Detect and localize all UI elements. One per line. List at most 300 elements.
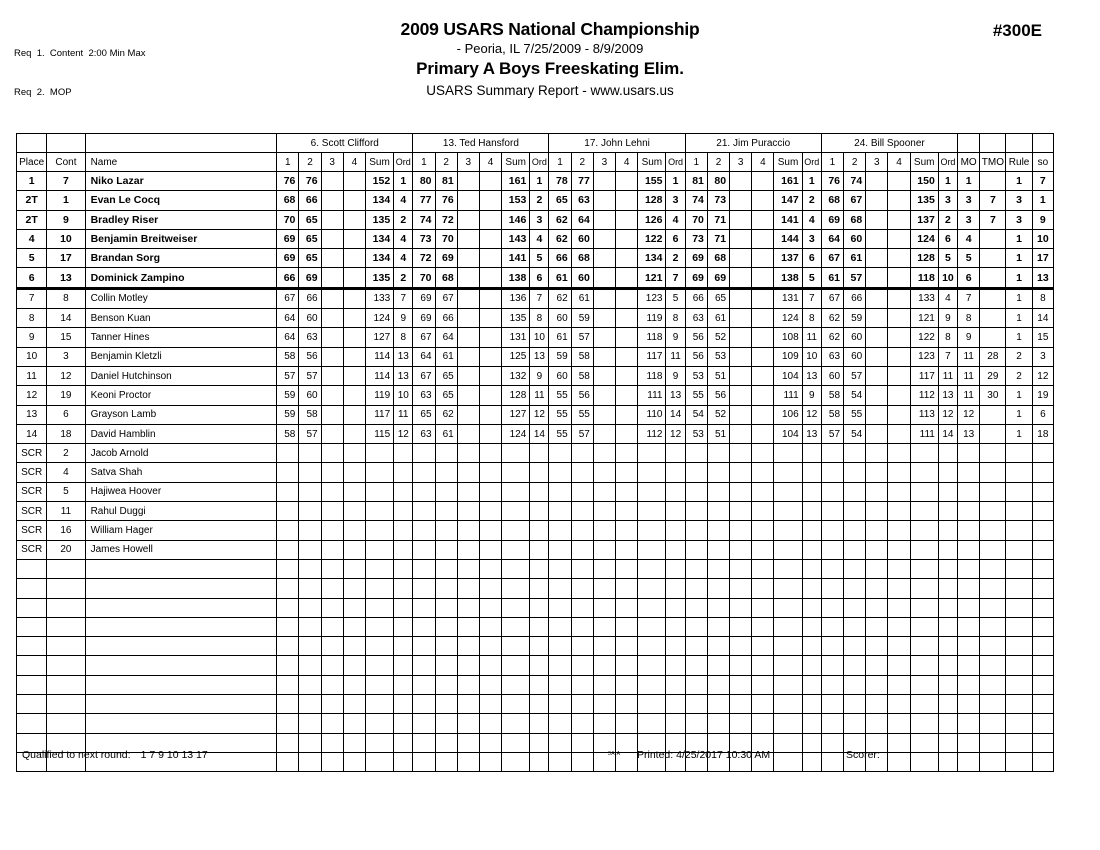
cell-empty — [1006, 559, 1032, 578]
cell-empty — [394, 559, 413, 578]
cell-j1-ord: 4 — [394, 229, 413, 248]
cell-j2-score2 — [435, 444, 457, 463]
cell-empty — [321, 675, 343, 694]
cell-empty — [413, 656, 435, 675]
cell-j2-sum: 153 — [502, 191, 530, 210]
cell-j2-ord: 3 — [530, 210, 549, 229]
cell-j4-sum: 109 — [774, 347, 802, 366]
cell-j2-sum: 124 — [502, 424, 530, 443]
cell-empty — [435, 695, 457, 714]
cell-rule: 1 — [1006, 309, 1032, 328]
cell-empty — [549, 617, 571, 636]
cell-empty — [530, 559, 549, 578]
cell-j2-score4 — [479, 288, 501, 308]
cell-cont: 5 — [47, 482, 85, 501]
cell-mo: 6 — [958, 268, 980, 288]
cell-j2-score3 — [457, 347, 479, 366]
cell-tmo — [980, 229, 1006, 248]
cell-empty — [707, 617, 729, 636]
cell-j2-score1: 74 — [413, 210, 435, 229]
cell-j1-score3 — [321, 386, 343, 405]
cell-j5-score4 — [888, 288, 910, 308]
cell-j4-score2: 51 — [707, 366, 729, 385]
cell-j1-score1 — [277, 463, 299, 482]
cell-j3-sum: 118 — [638, 328, 666, 347]
cell-j3-score2: 58 — [571, 366, 593, 385]
cell-j5-sum — [910, 444, 938, 463]
cell-empty — [958, 656, 980, 675]
cell-j1-score2: 58 — [299, 405, 321, 424]
cell-empty — [530, 656, 549, 675]
cell-j4-sum: 141 — [774, 210, 802, 229]
table-row[interactable] — [17, 249, 1054, 268]
cell-j3-score4 — [616, 482, 638, 501]
cell-j4-score1: 70 — [685, 210, 707, 229]
table-row[interactable] — [17, 482, 1054, 501]
cell-j4-ord: 9 — [802, 386, 821, 405]
cell-empty — [844, 695, 866, 714]
cell-j3-score4 — [616, 424, 638, 443]
table-row[interactable] — [17, 366, 1054, 385]
cell-j3-score4 — [616, 347, 638, 366]
cell-place: 2T — [17, 210, 47, 229]
table-row-empty[interactable] — [17, 617, 1054, 636]
cell-empty — [17, 675, 47, 694]
cell-j5-score3 — [866, 405, 888, 424]
cell-name: Niko Lazar — [85, 172, 277, 191]
judge-header-3: 17. John Lehni — [549, 134, 685, 153]
table-row-empty[interactable] — [17, 559, 1054, 578]
cell-j5-score2 — [844, 444, 866, 463]
cell-j1-score1: 69 — [277, 229, 299, 248]
cell-j5-ord: 1 — [938, 172, 957, 191]
cell-empty — [821, 637, 843, 656]
table-row[interactable] — [17, 424, 1054, 443]
cell-j4-ord: 4 — [802, 210, 821, 229]
table-row[interactable] — [17, 463, 1054, 482]
cell-rule — [1006, 540, 1032, 559]
requirement-line-2: Req 2. MOP — [14, 87, 72, 98]
cell-j1-score2: 57 — [299, 366, 321, 385]
cell-empty — [888, 617, 910, 636]
cell-empty — [707, 579, 729, 598]
cell-j1-score3 — [321, 482, 343, 501]
cell-j3-score2: 64 — [571, 210, 593, 229]
cell-empty — [321, 598, 343, 617]
table-row[interactable] — [17, 172, 1054, 191]
table-row[interactable] — [17, 386, 1054, 405]
cell-j2-score4 — [479, 191, 501, 210]
table-row[interactable] — [17, 347, 1054, 366]
header-mo: MO — [958, 153, 980, 172]
cell-empty — [752, 714, 774, 733]
cell-j4-score2: 68 — [707, 249, 729, 268]
cell-j4-score1: 73 — [685, 229, 707, 248]
cell-empty — [616, 559, 638, 578]
cell-j4-sum — [774, 502, 802, 521]
cell-empty — [638, 695, 666, 714]
cell-tmo — [980, 268, 1006, 288]
cell-j5-score4 — [888, 502, 910, 521]
cell-so: 19 — [1032, 386, 1053, 405]
table-body — [17, 172, 1054, 772]
cell-j3-score4 — [616, 229, 638, 248]
cell-j2-ord: 7 — [530, 288, 549, 308]
cell-j5-ord: 9 — [938, 309, 957, 328]
cell-j5-score3 — [866, 463, 888, 482]
cell-j1-ord: 1 — [394, 172, 413, 191]
cell-j3-score1: 62 — [549, 229, 571, 248]
cell-j5-score2: 74 — [844, 172, 866, 191]
cell-j2-score4 — [479, 229, 501, 248]
cell-name: Satva Shah — [85, 463, 277, 482]
cell-j1-sum: 117 — [365, 405, 393, 424]
table-row[interactable] — [17, 191, 1054, 210]
cell-j1-sum — [365, 521, 393, 540]
cell-j3-score1: 59 — [549, 347, 571, 366]
cell-j3-ord: 3 — [666, 191, 685, 210]
cell-empty — [730, 637, 752, 656]
cell-j2-score1: 69 — [413, 288, 435, 308]
cell-j3-sum — [638, 444, 666, 463]
table-row[interactable] — [17, 328, 1054, 347]
cell-mo: 13 — [958, 424, 980, 443]
cell-j5-sum: 112 — [910, 386, 938, 405]
cell-so — [1032, 463, 1053, 482]
cell-empty — [1006, 579, 1032, 598]
header-j1-sum: Sum — [365, 153, 393, 172]
cell-j4-score4 — [752, 521, 774, 540]
cell-empty — [530, 675, 549, 694]
cell-j5-score1: 61 — [821, 268, 843, 288]
table-row[interactable] — [17, 229, 1054, 248]
cell-j5-score4 — [888, 521, 910, 540]
cell-j5-score1: 58 — [821, 405, 843, 424]
cell-empty — [752, 579, 774, 598]
cell-j1-score1: 67 — [277, 288, 299, 308]
cell-j5-ord — [938, 444, 957, 463]
table-row[interactable] — [17, 288, 1054, 308]
cell-j5-score2: 59 — [844, 309, 866, 328]
cell-j4-score1 — [685, 540, 707, 559]
cell-j2-score4 — [479, 502, 501, 521]
cell-j3-score3 — [593, 386, 615, 405]
cell-empty — [802, 617, 821, 636]
cell-empty — [910, 656, 938, 675]
cell-j2-score1: 72 — [413, 249, 435, 268]
cell-j3-score1: 78 — [549, 172, 571, 191]
cell-j3-score3 — [593, 347, 615, 366]
cell-j5-score1 — [821, 502, 843, 521]
cell-j4-score2: 61 — [707, 309, 729, 328]
cell-empty — [888, 637, 910, 656]
cell-empty — [365, 656, 393, 675]
cell-empty — [958, 714, 980, 733]
cell-empty — [888, 598, 910, 617]
cell-j5-score4 — [888, 347, 910, 366]
cell-empty — [685, 559, 707, 578]
cell-empty — [435, 617, 457, 636]
cell-empty — [502, 656, 530, 675]
cell-j3-score3 — [593, 482, 615, 501]
cell-j1-score3 — [321, 309, 343, 328]
cell-j1-ord: 12 — [394, 424, 413, 443]
cell-empty — [638, 598, 666, 617]
cell-j1-sum: 114 — [365, 347, 393, 366]
cell-empty — [685, 637, 707, 656]
cell-empty — [502, 695, 530, 714]
header-j2-s2: 2 — [435, 153, 457, 172]
header-j3-s3: 3 — [593, 153, 615, 172]
cell-j5-ord — [938, 521, 957, 540]
cell-j1-score4 — [343, 191, 365, 210]
cell-j2-score2: 67 — [435, 288, 457, 308]
header-rule: Rule — [1006, 153, 1032, 172]
cell-empty — [47, 617, 85, 636]
cell-j3-score1: 55 — [549, 424, 571, 443]
cell-j4-score2: 52 — [707, 328, 729, 347]
cell-mo: 12 — [958, 405, 980, 424]
header-j3-s1: 1 — [549, 153, 571, 172]
table-row[interactable] — [17, 268, 1054, 288]
cell-j3-score4 — [616, 309, 638, 328]
header-j5-s1: 1 — [821, 153, 843, 172]
cell-j3-ord: 7 — [666, 268, 685, 288]
cell-empty — [888, 695, 910, 714]
cell-tmo: 28 — [980, 347, 1006, 366]
cell-empty — [502, 598, 530, 617]
cell-j4-ord: 5 — [802, 268, 821, 288]
cell-j2-sum — [502, 482, 530, 501]
cell-empty — [549, 559, 571, 578]
header-j4-s3: 3 — [730, 153, 752, 172]
cell-cont: 13 — [47, 268, 85, 288]
cell-rule — [1006, 482, 1032, 501]
cell-j1-ord: 4 — [394, 249, 413, 268]
cell-empty — [593, 714, 615, 733]
cell-empty — [530, 617, 549, 636]
cell-place: 1 — [17, 172, 47, 191]
cell-empty — [277, 695, 299, 714]
cell-j3-score2: 60 — [571, 229, 593, 248]
cell-empty — [343, 559, 365, 578]
cell-j3-score1 — [549, 502, 571, 521]
cell-j3-score2 — [571, 540, 593, 559]
cell-j1-sum: 124 — [365, 309, 393, 328]
table-row-empty[interactable] — [17, 695, 1054, 714]
cell-empty — [413, 637, 435, 656]
cell-empty — [844, 617, 866, 636]
cell-j5-score4 — [888, 482, 910, 501]
cell-j4-sum: 104 — [774, 424, 802, 443]
cell-j2-score1 — [413, 540, 435, 559]
cell-j2-score3 — [457, 521, 479, 540]
cell-empty — [47, 656, 85, 675]
cell-j1-sum: 134 — [365, 191, 393, 210]
cell-rule: 2 — [1006, 366, 1032, 385]
cell-rule: 1 — [1006, 386, 1032, 405]
cell-mo — [958, 482, 980, 501]
cell-empty — [549, 656, 571, 675]
cell-j2-score4 — [479, 347, 501, 366]
cell-j4-score1: 69 — [685, 268, 707, 288]
cell-cont: 9 — [47, 210, 85, 229]
cell-empty — [685, 579, 707, 598]
cell-j2-score1: 63 — [413, 424, 435, 443]
cell-j2-score1: 70 — [413, 268, 435, 288]
cell-tmo — [980, 172, 1006, 191]
event-division-title: Primary A Boys Freeskating Elim. — [416, 59, 684, 78]
cell-j2-score2: 61 — [435, 424, 457, 443]
cell-j1-ord: 2 — [394, 268, 413, 288]
cell-name: Benjamin Breitweiser — [85, 229, 277, 248]
cell-j3-score3 — [593, 540, 615, 559]
cell-j1-score2: 65 — [299, 249, 321, 268]
cell-empty — [707, 637, 729, 656]
cell-j4-sum — [774, 444, 802, 463]
cell-empty — [571, 637, 593, 656]
cell-place: SCR — [17, 521, 47, 540]
cell-empty — [85, 579, 277, 598]
cell-j4-score3 — [730, 172, 752, 191]
cell-empty — [980, 637, 1006, 656]
cell-j5-score4 — [888, 424, 910, 443]
table-row-empty[interactable] — [17, 598, 1054, 617]
cell-empty — [321, 714, 343, 733]
table-row[interactable] — [17, 444, 1054, 463]
cell-j1-ord — [394, 521, 413, 540]
cell-empty — [435, 579, 457, 598]
cell-tmo — [980, 444, 1006, 463]
scorer-label: Scorer: — [846, 749, 880, 761]
cell-empty — [321, 656, 343, 675]
cell-j1-score4 — [343, 172, 365, 191]
cell-mo: 3 — [958, 210, 980, 229]
cell-j4-ord: 8 — [802, 309, 821, 328]
cell-j2-score2 — [435, 463, 457, 482]
cell-rule: 1 — [1006, 328, 1032, 347]
cell-empty — [85, 617, 277, 636]
cell-empty — [17, 695, 47, 714]
cell-empty — [435, 714, 457, 733]
cell-j5-ord: 5 — [938, 249, 957, 268]
cell-rule: 1 — [1006, 172, 1032, 191]
cell-j3-score2: 59 — [571, 309, 593, 328]
cell-j5-score1: 62 — [821, 328, 843, 347]
cell-empty — [394, 637, 413, 656]
cell-j4-ord: 2 — [802, 191, 821, 210]
table-row[interactable] — [17, 210, 1054, 229]
cell-j2-ord — [530, 502, 549, 521]
cell-j3-score4 — [616, 521, 638, 540]
cell-j1-ord: 2 — [394, 210, 413, 229]
cell-empty — [479, 637, 501, 656]
cell-j2-score2: 70 — [435, 229, 457, 248]
cell-j4-score4 — [752, 191, 774, 210]
cell-j5-sum: 124 — [910, 229, 938, 248]
cell-empty — [910, 579, 938, 598]
cell-j2-score3 — [457, 229, 479, 248]
cell-empty — [413, 598, 435, 617]
table-row[interactable] — [17, 521, 1054, 540]
table-row[interactable] — [17, 405, 1054, 424]
cell-j5-sum: 128 — [910, 249, 938, 268]
cell-empty — [666, 695, 685, 714]
cell-j3-score4 — [616, 502, 638, 521]
judge-header-5: 24. Bill Spooner — [821, 134, 957, 153]
cell-empty — [821, 656, 843, 675]
cell-j5-sum — [910, 540, 938, 559]
cell-empty — [888, 559, 910, 578]
cell-j5-ord: 12 — [938, 405, 957, 424]
table-row-empty[interactable] — [17, 675, 1054, 694]
cell-empty — [457, 579, 479, 598]
table-row[interactable] — [17, 540, 1054, 559]
cell-j4-score3 — [730, 502, 752, 521]
cell-j1-score2: 66 — [299, 288, 321, 308]
table-row-empty[interactable] — [17, 656, 1054, 675]
cell-j3-ord — [666, 521, 685, 540]
cell-j5-score2 — [844, 521, 866, 540]
spacer-rule — [1006, 134, 1032, 153]
header-j2-ord: Ord — [530, 153, 549, 172]
cell-empty — [1032, 675, 1053, 694]
cell-j1-sum — [365, 482, 393, 501]
header-cont: Cont — [47, 153, 85, 172]
cell-empty — [638, 579, 666, 598]
cell-empty — [502, 637, 530, 656]
table-row-empty[interactable] — [17, 637, 1054, 656]
cell-empty — [910, 559, 938, 578]
cell-empty — [980, 559, 1006, 578]
cell-j4-sum — [774, 463, 802, 482]
cell-j2-score3 — [457, 386, 479, 405]
table-row-empty[interactable] — [17, 714, 1054, 733]
column-header-row — [17, 153, 1054, 172]
table-row[interactable] — [17, 309, 1054, 328]
cell-j3-score1: 62 — [549, 210, 571, 229]
cell-empty — [980, 695, 1006, 714]
cell-empty — [17, 656, 47, 675]
cell-empty — [802, 559, 821, 578]
cell-j3-sum: 128 — [638, 191, 666, 210]
cell-j3-score4 — [616, 463, 638, 482]
cell-j1-score1: 59 — [277, 405, 299, 424]
cell-mo: 7 — [958, 288, 980, 308]
cell-empty — [866, 598, 888, 617]
header-j5-s2: 2 — [844, 153, 866, 172]
cell-empty — [479, 675, 501, 694]
cell-so: 10 — [1032, 229, 1053, 248]
cell-j5-score3 — [866, 191, 888, 210]
cell-empty — [47, 598, 85, 617]
cell-empty — [457, 675, 479, 694]
cell-j4-score1: 69 — [685, 249, 707, 268]
cell-empty — [938, 714, 957, 733]
cell-j4-score2: 80 — [707, 172, 729, 191]
cell-so: 12 — [1032, 366, 1053, 385]
cell-j1-score3 — [321, 328, 343, 347]
header-j3-sum: Sum — [638, 153, 666, 172]
cell-j4-score2 — [707, 521, 729, 540]
cell-j1-score3 — [321, 268, 343, 288]
cell-j2-score4 — [479, 482, 501, 501]
cell-place: 6 — [17, 268, 47, 288]
table-row-empty[interactable] — [17, 579, 1054, 598]
cell-name: James Howell — [85, 540, 277, 559]
table-row[interactable] — [17, 502, 1054, 521]
cell-name: Dominick Zampino — [85, 268, 277, 288]
